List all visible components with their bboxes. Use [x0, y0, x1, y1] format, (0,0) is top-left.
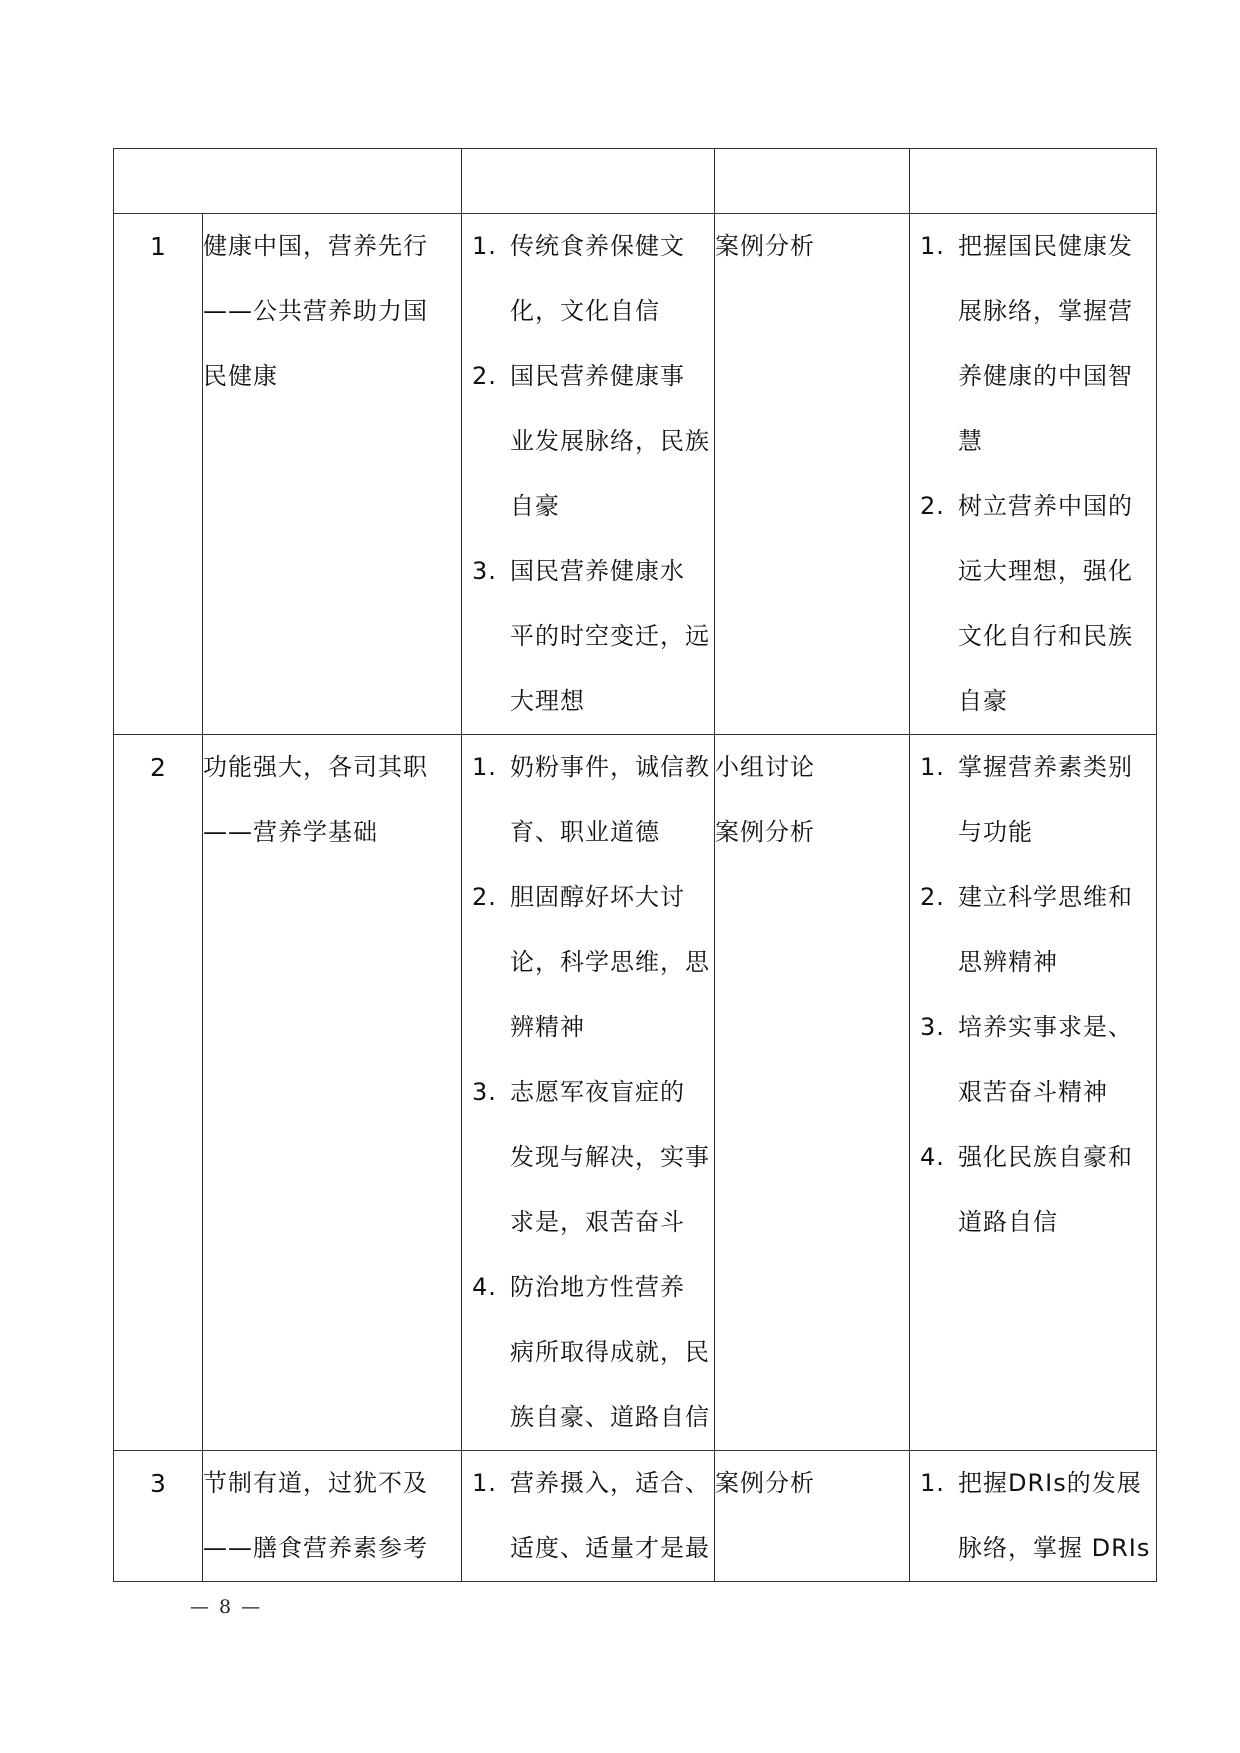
item-text	[958, 1125, 1148, 1255]
header-cell	[715, 149, 910, 214]
methods-cell	[715, 735, 910, 1451]
item-text	[958, 214, 1148, 474]
item-text	[510, 344, 710, 539]
table-row	[114, 214, 1157, 735]
item-text	[510, 214, 706, 344]
topic-cell	[203, 214, 462, 735]
item-line: 展脉络，掌握营	[958, 297, 1133, 325]
item-line: 自豪	[510, 492, 560, 520]
goals-cell	[910, 214, 1157, 735]
page-number: — 8 —	[190, 1596, 263, 1618]
item-line: 化，文化自信	[510, 297, 660, 325]
item-number: 4.	[920, 1143, 945, 1171]
list-item	[472, 865, 710, 1060]
header-cell	[910, 149, 1157, 214]
item-text	[958, 1451, 1150, 1581]
item-line: 发现与解决，实事	[510, 1143, 710, 1171]
list-item	[472, 344, 710, 539]
item-number: 1.	[920, 232, 945, 260]
goals-cell	[910, 1451, 1157, 1582]
item-number: 3.	[472, 1078, 497, 1106]
item-line: 病所取得成就，民	[510, 1338, 710, 1366]
table-row	[114, 735, 1157, 1451]
item-number: 2.	[472, 362, 497, 390]
list-item	[920, 214, 1148, 474]
topic-line: 功能强大，各司其职	[203, 753, 428, 781]
item-text	[958, 995, 1148, 1125]
item-text	[510, 865, 710, 1060]
list-item	[920, 1125, 1148, 1255]
item-line: 大理想	[510, 687, 585, 715]
item-line: 自豪	[958, 687, 1008, 715]
item-number: 3.	[472, 557, 497, 585]
item-line: 艰苦奋斗精神	[958, 1078, 1108, 1106]
goals-list	[910, 735, 1156, 1255]
table-body	[114, 149, 1157, 1582]
item-text	[510, 1451, 710, 1581]
header-cell	[462, 149, 715, 214]
row-number: 1	[114, 214, 203, 735]
item-line: 防治地方性营养	[510, 1273, 685, 1301]
method-label: 小组讨论	[715, 753, 815, 781]
item-line: 思辨精神	[958, 948, 1058, 976]
item-line: 建立科学思维和	[958, 883, 1133, 911]
goals-cell	[910, 735, 1157, 1451]
item-line: 把握DRIs的发展	[958, 1469, 1142, 1497]
method-label: 案例分析	[715, 232, 815, 260]
item-number: 1.	[472, 232, 497, 260]
item-line: 胆固醇好坏大讨	[510, 883, 685, 911]
item-number: 2.	[920, 883, 945, 911]
item-line: 族自豪、道路自信	[510, 1403, 710, 1431]
item-line: 把握国民健康发	[958, 232, 1133, 260]
item-text	[510, 1060, 710, 1255]
list-item	[472, 1451, 710, 1581]
ideological-elements-cell	[462, 1451, 715, 1582]
topic-line: 节制有道，过犹不及	[203, 1469, 428, 1497]
topic-cell	[203, 1451, 462, 1582]
item-text	[510, 735, 710, 865]
item-line: 育、职业道德	[510, 818, 660, 846]
list-item	[920, 995, 1148, 1125]
table-header-row	[114, 149, 1157, 214]
item-line: 平的时空变迁，远	[510, 622, 710, 650]
list-item	[920, 865, 1148, 995]
item-line: 求是，艰苦奋斗	[510, 1208, 685, 1236]
item-line: 文化自行和民族	[958, 622, 1133, 650]
item-line: 传统食养保健文	[510, 232, 685, 260]
item-line: 奶粉事件，诚信教	[510, 753, 710, 781]
ideological-elements-cell	[462, 214, 715, 735]
topic-line: ——公共营养助力国	[203, 297, 428, 325]
list-item	[472, 539, 710, 734]
list-item	[920, 1451, 1151, 1581]
item-line: 辨精神	[510, 1013, 585, 1041]
item-line: 掌握营养素类别	[958, 753, 1133, 781]
item-line: 业发展脉络，民族	[510, 427, 710, 455]
row-number: 3	[114, 1451, 203, 1582]
list-item	[472, 735, 710, 865]
item-line: 道路自信	[958, 1208, 1058, 1236]
item-text	[958, 474, 1148, 734]
ideological-elements-list	[462, 1451, 714, 1581]
item-line: 志愿军夜盲症的	[510, 1078, 685, 1106]
syllabus-table	[113, 148, 1157, 1582]
item-number: 2.	[472, 883, 497, 911]
item-number: 1.	[920, 1469, 945, 1497]
item-line: 树立营养中国的	[958, 492, 1133, 520]
item-line: 适度、适量才是最	[510, 1534, 710, 1562]
item-line: 营养摄入，适合、	[510, 1469, 710, 1497]
header-cell	[114, 149, 462, 214]
item-number: 1.	[472, 1469, 497, 1497]
ideological-elements-list	[462, 735, 714, 1450]
item-text	[510, 539, 710, 734]
item-text	[958, 865, 1148, 995]
list-item	[472, 1060, 710, 1255]
method-label: 案例分析	[715, 818, 815, 846]
goals-list	[910, 1451, 1156, 1581]
item-line: 论，科学思维，思	[510, 948, 710, 976]
item-line: 养健康的中国智	[958, 362, 1133, 390]
methods-cell	[715, 214, 910, 735]
item-number: 1.	[472, 753, 497, 781]
item-line: 培养实事求是、	[958, 1013, 1133, 1041]
item-number: 1.	[920, 753, 945, 781]
item-line: 国民营养健康水	[510, 557, 685, 585]
ideological-elements-cell	[462, 735, 715, 1451]
goals-list	[910, 214, 1156, 734]
table-row	[114, 1451, 1157, 1582]
topic-cell	[203, 735, 462, 1451]
topic-line: 健康中国，营养先行	[203, 232, 428, 260]
item-line: 强化民族自豪和	[958, 1143, 1133, 1171]
list-item	[472, 214, 706, 344]
item-number: 4.	[472, 1273, 497, 1301]
item-number: 3.	[920, 1013, 945, 1041]
item-line: 脉络，掌握 DRIs	[958, 1534, 1151, 1562]
row-number: 2	[114, 735, 203, 1451]
list-item	[472, 1255, 710, 1450]
topic-line: ——膳食营养素参考	[203, 1534, 428, 1562]
item-text	[958, 735, 1148, 865]
topic-line: 民健康	[203, 362, 278, 390]
item-line: 与功能	[958, 818, 1033, 846]
item-text	[510, 1255, 710, 1450]
item-line: 慧	[958, 427, 983, 455]
method-label: 案例分析	[715, 1469, 815, 1497]
item-line: 远大理想，强化	[958, 557, 1133, 585]
ideological-elements-list	[462, 214, 714, 734]
item-number: 2.	[920, 492, 945, 520]
item-line: 国民营养健康事	[510, 362, 685, 390]
topic-line: ——营养学基础	[203, 818, 378, 846]
list-item	[920, 474, 1148, 734]
list-item	[920, 735, 1148, 865]
methods-cell	[715, 1451, 910, 1582]
